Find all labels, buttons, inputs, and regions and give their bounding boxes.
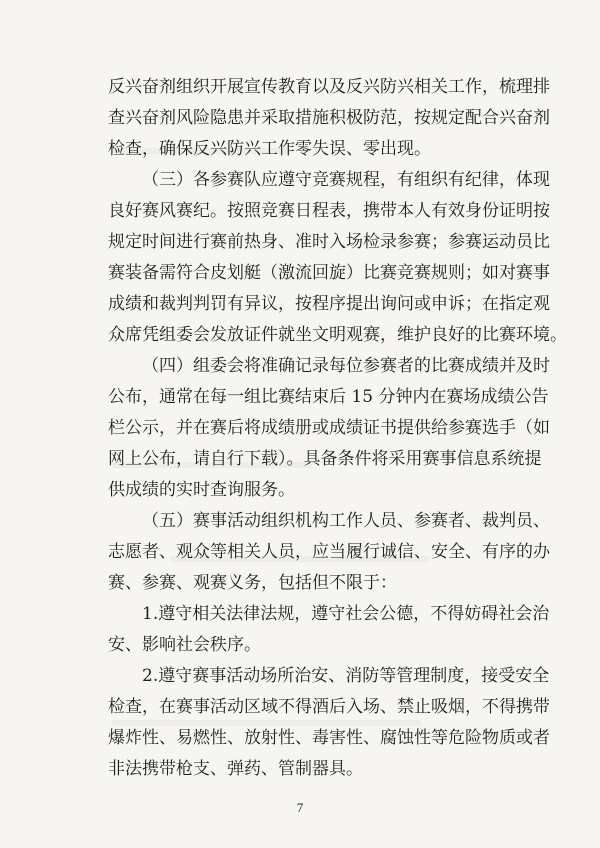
text-line: 赛装备需符合皮划艇（激流回旋）比赛竞赛规则；如对赛事 [108, 263, 550, 283]
text-line: 众席凭组委会发放证件就坐文明观赛，维护良好的比赛环境。 [108, 325, 567, 345]
text-line: 成绩和裁判判罚有异议，按程序提出询问或申诉；在指定观 [108, 294, 550, 314]
text-line: 网上公布，请自行下载）。具备条件将采用赛事信息系统提 [108, 449, 542, 469]
text-line: 1.遵守相关法律法规，遵守社会公德，不得妨碍社会治 [142, 604, 550, 624]
text-line: （五）赛事活动组织机构工作人员、参赛者、裁判员、 [142, 511, 550, 531]
text-line: 非法携带枪支、弹药、管制器具。 [108, 759, 363, 779]
text-line: 公布，通常在每一组比赛结束后 15 分钟内在赛场成绩公告 [108, 387, 549, 407]
text-line: 2.遵守赛事活动场所治安、消防等管理制度，接受安全 [142, 666, 550, 686]
text-line: 查兴奋剂风险隐患并采取措施积极防范，按规定配合兴奋剂 [108, 108, 550, 128]
text-line: 爆炸性、易燃性、放射性、毒害性、腐蚀性等危险物质或者 [108, 728, 550, 748]
page-number: 7 [296, 800, 304, 815]
text-line: 赛、参赛、观赛义务，包括但不限于： [108, 573, 397, 593]
text-line: 栏公示，并在赛后将成绩册或成绩证书提供给参赛选手（如 [108, 418, 550, 438]
text-line: 安、影响社会秩序。 [108, 635, 261, 655]
text-line: 检查，在赛事活动区域不得酒后入场、禁止吸烟，不得携带 [108, 697, 550, 717]
text-line: 规定时间进行赛前热身、准时入场检录参赛；参赛运动员比 [108, 232, 550, 252]
text-line: （三）各参赛队应遵守竞赛规程，有组织有纪律，体现 [142, 170, 550, 190]
text-line: 检查，确保反兴防兴工作零失误、零出现。 [108, 139, 431, 159]
text-line: 反兴奋剂组织开展宣传教育以及反兴防兴相关工作，梳理排 [108, 77, 550, 97]
text-line: 供成绩的实时查询服务。 [108, 480, 295, 500]
text-line: （四）组委会将准确记录每位参赛者的比赛成绩并及时 [142, 356, 550, 376]
text-line: 志愿者、观众等相关人员，应当履行诚信、安全、有序的办 [108, 542, 550, 562]
text-line: 良好赛风赛纪。按照竞赛日程表，携带本人有效身份证明按 [108, 201, 550, 221]
